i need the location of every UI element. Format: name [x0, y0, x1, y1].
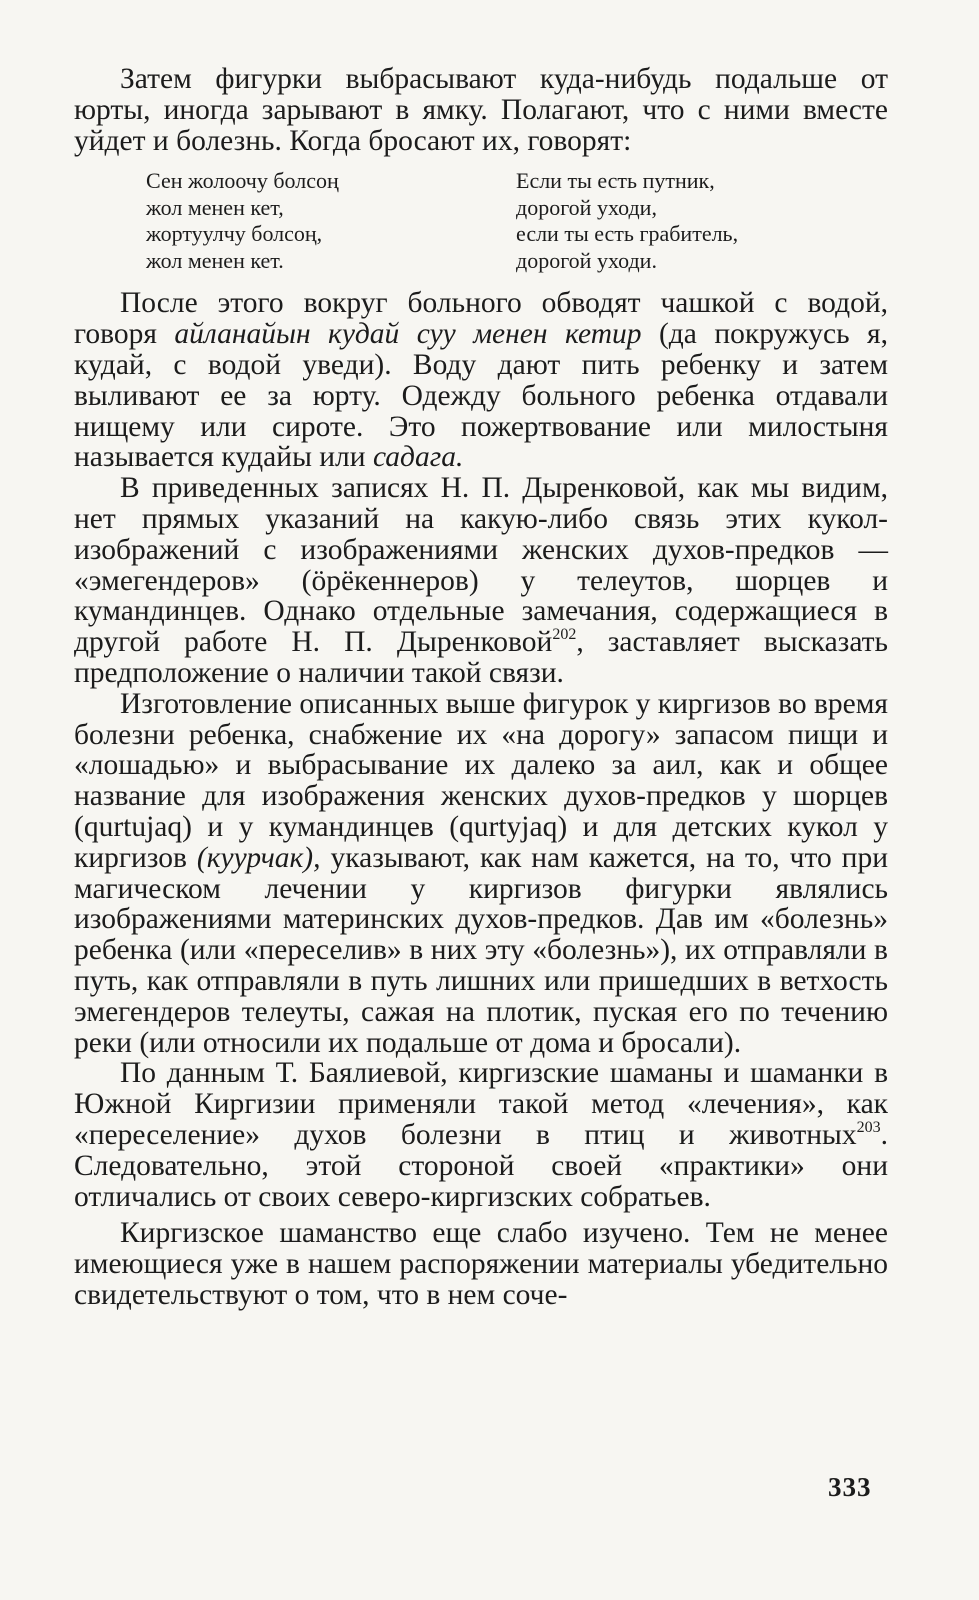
paragraph-3-text-cont: , заставляет высказать предположение о наличии такой связи.	[74, 626, 888, 689]
paragraph-2-text: После этого вокруг больного обводят чашкой с водой, говоря	[74, 287, 888, 351]
footnote-ref-202: 202	[552, 626, 577, 644]
term-kuurchak: (куурчак),	[196, 841, 321, 874]
paragraph-6-text: Киргизское шаманство еще слабо изучено. Тем не менее имеющиеся уже в нашем распоряжении материалы убедительно свидетельствуют о том, что в нем соче-	[74, 1217, 888, 1311]
page-number: 333	[828, 1472, 872, 1502]
verse-kyrgyz-line: жол менен кет,	[146, 194, 284, 220]
paragraph-5	[74, 1058, 888, 1212]
paragraph-4-text: Изготовление описанных выше фигурок у киргизов во время болезни ребенка, снабжение их «на дорогу» запасом пищи и «лошадью» и выбрасывание их далеко за аил, как и общее название для изображения женских духов-предков у шорцев (qurtujaq) и у кумандинцев (qurtyjaq) и для детских кукол у киргизов	[74, 687, 888, 874]
paragraph-2	[74, 288, 888, 473]
paragraph-5-text-cont: . Следовательно, этой стороной своей «практики» они отличались от своих северо-киргизских собратьев.	[74, 1118, 888, 1213]
verse-block	[146, 168, 888, 274]
verse-russian-line: Если ты есть путник,	[516, 168, 715, 194]
page-body	[74, 64, 888, 1311]
verse-kyrgyz-line: Сен жолоочу болсоң	[146, 168, 339, 194]
verse-russian-line: дорогой уходи.	[516, 247, 657, 273]
verse-russian-column	[516, 168, 886, 274]
kyrgyz-phrase: айланайын кудай суу менен кетир	[174, 318, 642, 351]
verse-russian-line: если ты есть грабитель,	[516, 221, 739, 247]
verse-kyrgyz-column	[146, 168, 516, 274]
paragraph-5-text: По данным Т. Баялиевой, киргизские шаманы и шаманки в Южной Киргизии применяли такой метод «лечения», как «переселение» духов болезни в птиц и животных	[74, 1057, 888, 1151]
verse-kyrgyz-line: жол менен кет.	[146, 247, 284, 273]
paragraph-6	[74, 1218, 888, 1310]
paragraph-1-text: Затем фигурки выбрасывают куда-нибудь подальше от юрты, иногда зарывают в ямку. Полагают, что с ними вместе уйдет и болезнь. Когда бросают их, говорят:	[74, 63, 888, 157]
paragraph-3	[74, 473, 888, 689]
verse-russian-line: дорогой уходи,	[516, 194, 657, 220]
paragraph-1	[74, 64, 888, 156]
verse-kyrgyz-line: жортуулчу болсоң,	[146, 221, 323, 247]
paragraph-3-text: В приведенных записях Н. П. Дыренковой, как мы видим, нет прямых указаний на какую-либо связь этих кукол-изображений с изображениями женских духов-предков — «эмегендеров» (öрёкеннеров) у телеутов, шорцев и кумандинцев. Однако отдельные замечания, содержащиеся в другой работе Н. П. Дыренковой	[74, 472, 888, 659]
paragraph-4-text-cont: указывают, как нам кажется, на то, что при магическом лечении у киргизов фигурки являлись изображениями материнских духов-предков. Дав им «болезнь» ребенка (или «переселив» в них эту «болезнь»), их отправляли в путь, как отправляли в путь лишних или пришедших в ветхость эмегендеров телеуты, сажая на плотик, пуская его по течению реки (или относили их подальше от дома и бросали).	[74, 841, 889, 1059]
paragraph-4	[74, 689, 888, 1059]
term-sadaga: садага.	[372, 441, 464, 474]
paragraph-2-text-cont: (да покружусь я, кудай, с водой уведи). Воду дают пить ребенку и затем выливают ее за юрту. Одежду больного ребенка отдавали нищему или сироте. Это пожертвование или милостыня называется кудайы или	[74, 318, 888, 474]
footnote-ref-203: 203	[856, 1118, 881, 1136]
